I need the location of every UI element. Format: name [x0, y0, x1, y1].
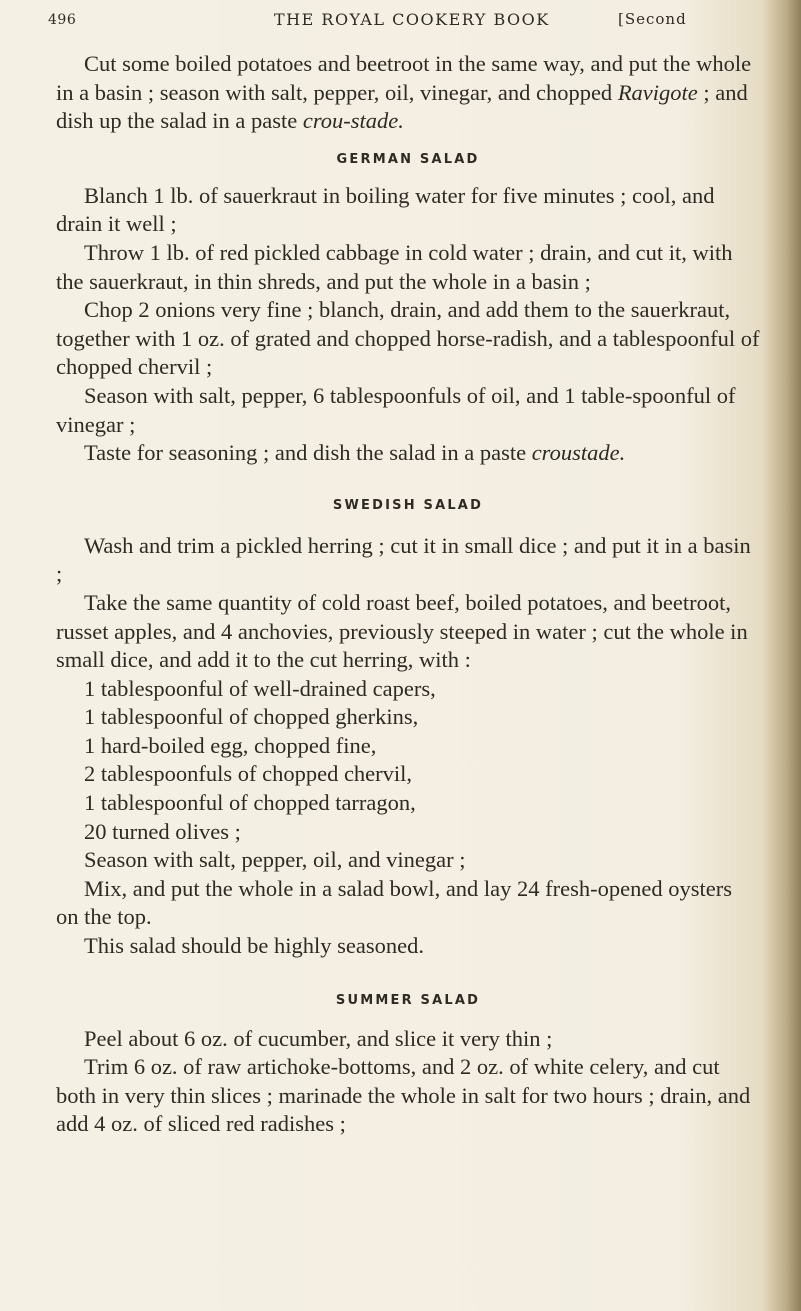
intro-text-b: ; and dish up the salad in a paste [56, 79, 748, 134]
swedish-note: This salad should be highly seasoned. [84, 933, 424, 959]
book-title: THE ROYAL COOKERY BOOK [274, 10, 550, 29]
german-salad-heading: GERMAN SALAD [336, 151, 480, 167]
summer-step-1: Peel about 6 oz. of cucumber, and slice it very thin ; [84, 1025, 553, 1051]
intro-paragraph [56, 50, 760, 136]
swedish-mix-step: Mix, and put the whole in a salad bowl, and lay 24 fresh-opened oysters on the top. [56, 875, 732, 930]
intro-italic-croustade: crou-stade. [302, 108, 404, 134]
swedish-ingredient: 1 tablespoonful of chopped gherkins, [84, 704, 419, 730]
swedish-step-2: Take the same quantity of cold roast beef, boiled potatoes, and beetroot, russet apples, and 4 anchovies, previously steeped in water ; cut the whole in small dice, and add it to the cut herring, with : [56, 589, 748, 673]
swedish-ingredient: 20 turned olives ; [84, 818, 241, 844]
intro-text-a: Cut some boiled potatoes and beetroot in the same way, and put the whole in a basin ; season with salt, pepper, oil, vinegar, and chopped [56, 51, 752, 105]
section-mark: [Second [618, 10, 687, 28]
page-body [56, 50, 760, 1139]
swedish-salad-heading: SWEDISH SALAD [332, 497, 484, 513]
page-edge-shadow [763, 0, 801, 1311]
swedish-ingredient: 1 tablespoonful of chopped tarragon, [84, 790, 416, 816]
german-step-1: Blanch 1 lb. of sauerkraut in boiling water for five minutes ; cool, and drain it well ; [56, 182, 715, 237]
intro-italic-ravigote: Ravigote [617, 79, 698, 105]
running-head [48, 10, 768, 36]
swedish-ingredient: 1 tablespoonful of well-drained capers, [84, 675, 436, 701]
german-step-3: Chop 2 onions very fine ; blanch, drain, and add them to the sauerkraut, together with 1 oz. of grated and chopped horse-radish, and a tablespoonful of chopped chervil ; [56, 297, 760, 380]
swedish-ingredient: 1 hard-boiled egg, chopped fine, [84, 732, 377, 758]
german-step-2: Throw 1 lb. of red pickled cabbage in cold water ; drain, and cut it, with the sauerkraut, in thin shreds, and put the whole in a basin ; [56, 239, 733, 294]
summer-step-2: Trim 6 oz. of raw artichoke-bottoms, and 2 oz. of white celery, and cut both in very thin slices ; marinade the whole in salt for two hours ; drain, and add 4 oz. of sliced red radishes ; [56, 1054, 751, 1137]
summer-salad-heading: SUMMER SALAD [335, 992, 481, 1008]
german-step-4: Season with salt, pepper, 6 tablespoonfuls of oil, and 1 table-spoonful of vinegar ; [56, 382, 736, 437]
german-step-5-text: Taste for seasoning ; and dish the salad in a paste [84, 440, 532, 466]
page-number: 496 [48, 12, 77, 28]
swedish-ingredient: 2 tablespoonfuls of chopped chervil, [84, 761, 413, 787]
swedish-step-1: Wash and trim a pickled herring ; cut it in small dice ; and put it in a basin ; [56, 532, 751, 587]
german-step-5-italic: croustade. [531, 440, 626, 466]
german-step-5 [56, 439, 760, 468]
swedish-season-step: Season with salt, pepper, oil, and vinegar ; [84, 847, 466, 873]
